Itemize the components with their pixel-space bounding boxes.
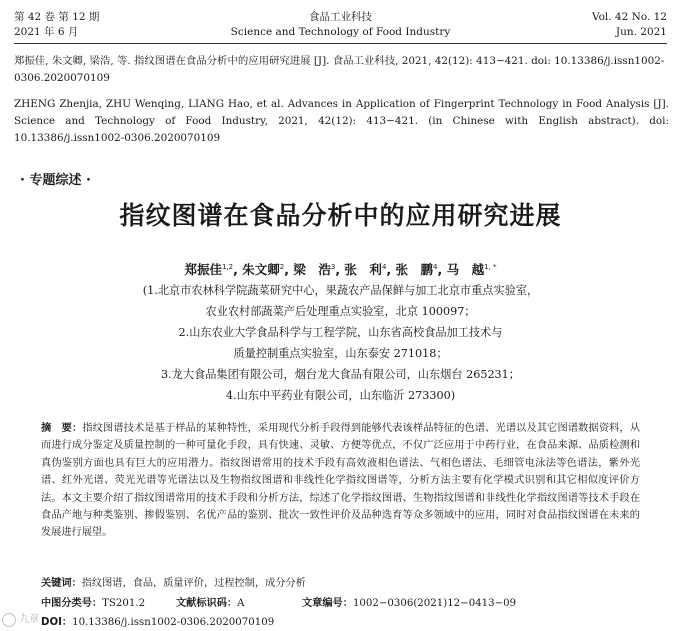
author: 张 利$^4$ [344, 262, 387, 277]
affiliation-line: 质量控制重点实验室，山东泰安 271018； [233, 347, 448, 360]
author-list: 郑振佳$^{1,2}$, 朱文卿$^2$, 梁 浩$^3$, 张 利$^4$, 张 鹏$^4$, 马 越$^{1, *}$ [184, 262, 497, 277]
affiliation-line: (1.北京市农林科学院蔬菜研究中心，果蔬农产品保鲜与加工北京市重点实验室， [142, 284, 539, 297]
journal-name-zh: 食品工业科技 [309, 11, 372, 23]
header-issue-en [592, 10, 667, 40]
keywords-text: 指纹图谱，食品，质量评价，过程控制，成分分析 [81, 578, 306, 589]
header-date-zh: 2021 年 6 月 [14, 26, 79, 38]
watermark [2, 610, 56, 628]
classification-number: 中图分类号：TS201.2 [41, 598, 146, 609]
section-label: · 专题综述 · [20, 173, 91, 188]
journal-name-en: Science and Technology of Food Industry [230, 26, 451, 38]
header-journal [0, 10, 681, 40]
abstract-text: 指纹图谱技术是基于样品的某种特性，采用现代分析手段得到能够代表该样品特征的色谱、光谱以及其它图谱数据资料，从而进行成分鉴定及质量控制的一种可量化手段，具有快速、灵敏、方便等优点，不仅广泛应用于中药行业，在食品来源、品质检测和真伪鉴别方面也具有巨大的应用潜力。指纹图谱常用的技术手段有高效液相色谱法、气相色谱法、毛细管电泳法等色谱法，紫外光谱、红外光谱、荧光光谱等光谱法以及生物指纹图谱和非线性化学指纹图谱等，分析方法主要有化学模式识别和其它相似度评价方法。本文主要介绍了指纹图谱常用的技术手段和分析方法，综述了化学指纹图谱、生物指纹图谱和非线性化学指纹图谱等技术手段在食品产地与种类鉴别、掺假鉴别、名优产品的鉴别、批次一致性评价及品种选育等众多领域中的应用，同时对食品指纹图谱在未来的发展进行展望。 [41, 423, 641, 539]
watermark-logo-icon [2, 613, 16, 627]
doi-link[interactable]: 10.13386/j.issn1002-0306.2020070109 [72, 617, 275, 628]
header-volume: 第 42 卷 第 12 期 [14, 11, 100, 23]
doi: DOI：10.13386/j.issn1002-0306.2020070109 [41, 617, 275, 628]
keywords-label: 关键词： [41, 578, 82, 589]
header-divider [14, 43, 667, 44]
header-volume-en: Vol. 42 No. 12 [591, 11, 667, 23]
document-code: 文献标识码：A [176, 598, 245, 609]
article-number: 文章编号：1002−0306(2021)12−0413−09 [302, 598, 517, 609]
keywords [41, 574, 306, 589]
abstract [41, 420, 640, 542]
author: 梁 浩$^3$ [293, 262, 336, 277]
citation-chinese: 郑振佳, 朱文卿, 梁浩, 等. 指纹图谱在食品分析中的应用研究进展 [J]. 食品工业科技, 2021, 42(12): 413−421. doi: 10.13386/j.issn1002-0306.2020070109 [14, 55, 665, 84]
watermark-text: 九章 [19, 614, 40, 625]
author: 张 鹏$^4$ [395, 262, 438, 277]
author: 朱文卿$^2$ [242, 262, 285, 277]
affiliation-line: 4.山东中平药业有限公司，山东临沂 273300) [225, 389, 456, 402]
affiliation-line: 农业农村部蔬菜产后处理重点实验室，北京 100097； [205, 305, 476, 318]
abstract-label: 摘 要： [41, 423, 83, 434]
author: 郑振佳$^{1,2}$ [184, 262, 234, 277]
citation-english: ZHENG Zhenjia, ZHU Wenqing, LIANG Hao, et al. Advances in Application of Fingerprint Technology in Food Analysis [J]. Science and Technology of Food Industry, 2021, 42(12): 413−421. (in Chinese with English abstract). doi: 10.13386/j.issn1002-0306.2020070109 [14, 98, 669, 144]
author: 马 越$^{1, *}$ [446, 262, 497, 277]
affiliation-line: 3.龙大食品集团有限公司，烟台龙大食品有限公司，山东烟台 265231； [160, 368, 520, 381]
affiliation-line: 2.山东农业大学食品科学与工程学院，山东省高校食品加工技术与 [178, 326, 503, 339]
paper-title: 指纹图谱在食品分析中的应用研究进展 [119, 201, 562, 230]
header-date-en: Jun. 2021 [615, 26, 667, 38]
